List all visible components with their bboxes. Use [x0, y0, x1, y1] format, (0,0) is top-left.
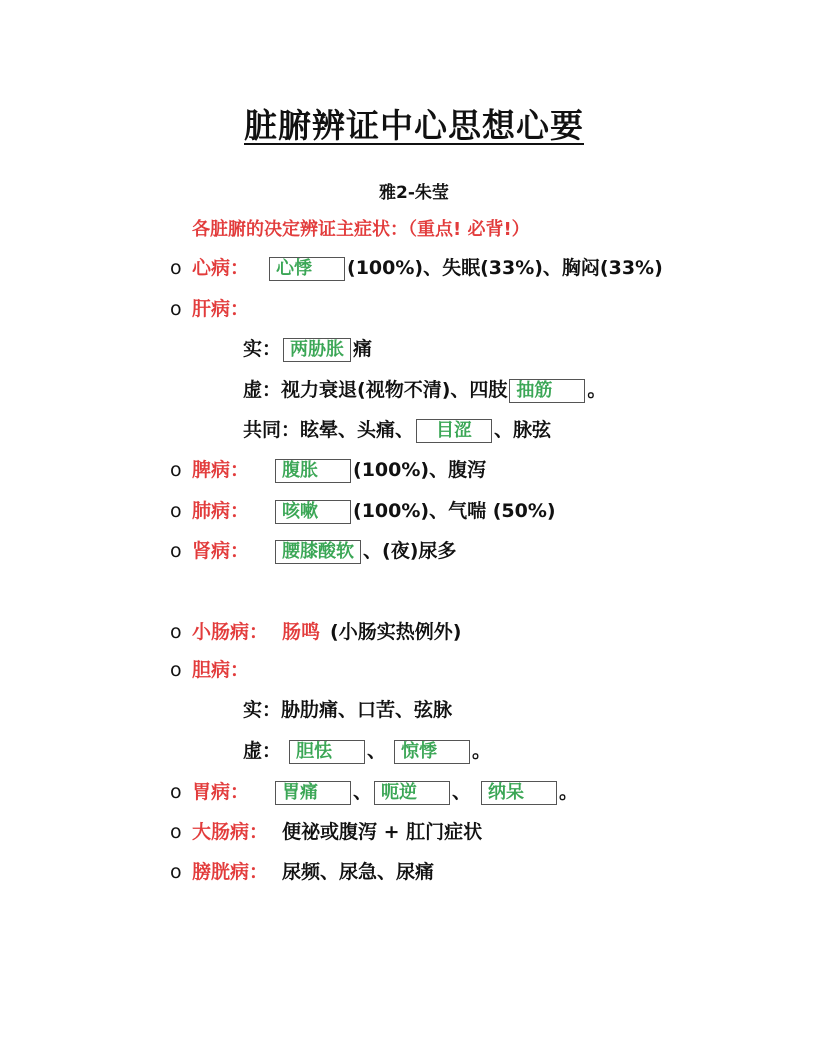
bullet-marker: o — [170, 540, 182, 562]
shen-key-box: 腰膝酸软 — [275, 540, 361, 564]
fei-row — [170, 496, 556, 526]
gan-xu-text: 视力衰退(视物不清)、四肢 — [281, 379, 508, 401]
bullet-marker: o — [170, 500, 182, 522]
gan-gong-box: 目涩 — [416, 419, 492, 443]
dan-shi-row — [243, 695, 452, 725]
dan-xu-row — [243, 736, 491, 766]
gan-shi-row — [243, 334, 372, 364]
pangguang-row — [170, 857, 434, 887]
gan-xu-label: 虚： — [243, 379, 282, 401]
bullet-marker: o — [170, 459, 182, 481]
shen-rest: 、(夜)尿多 — [363, 540, 457, 562]
xiaochang-row — [170, 617, 461, 647]
wei-sep2: 、 — [452, 781, 472, 803]
dan-label: 胆病： — [192, 659, 250, 681]
xiaochang-main: 肠鸣 — [282, 621, 321, 643]
bullet-marker: o — [170, 298, 182, 320]
dan-shi-text: 胁肋痛、口苦、弦脉 — [281, 699, 453, 721]
bullet-marker: o — [170, 781, 182, 803]
dan-row — [170, 655, 249, 685]
gan-xu-box: 抽筋 — [509, 379, 585, 403]
pi-label: 脾病： — [192, 459, 250, 481]
dachang-text: 便祕或腹泻 + 肛门症状 — [282, 821, 483, 843]
fei-rest: (100%)、气喘 (50%) — [353, 500, 556, 522]
bullet-marker: o — [170, 621, 182, 643]
xin-row — [170, 253, 663, 283]
dan-xu-box2: 惊悸 — [394, 740, 470, 764]
pangguang-label: 膀胱病： — [192, 861, 269, 883]
gan-gong-label: 共同： — [243, 419, 301, 441]
dan-xu-sep: 、 — [367, 740, 387, 762]
gan-shi-label: 实： — [243, 338, 282, 360]
dan-xu-label: 虚： — [243, 740, 282, 762]
gan-row — [170, 294, 249, 324]
wei-label: 胃病： — [192, 781, 250, 803]
author-line: 雅2-朱莹 — [379, 183, 449, 203]
wei-box2: 呃逆 — [374, 781, 450, 805]
dachang-label: 大肠病： — [192, 821, 269, 843]
xin-label: 心病： — [192, 257, 250, 279]
pi-key-box: 腹胀 — [275, 459, 351, 483]
bullet-marker: o — [170, 257, 182, 279]
gan-gong-text: 眩晕、头痛、 — [300, 419, 415, 441]
gan-gong-row — [243, 415, 551, 445]
pi-row — [170, 455, 486, 485]
dan-shi-label: 实： — [243, 699, 282, 721]
wei-row — [170, 777, 578, 807]
wei-end: 。 — [559, 781, 579, 803]
bullet-marker: o — [170, 821, 182, 843]
fei-key-box: 咳嗽 — [275, 500, 351, 524]
bullet-marker: o — [170, 861, 182, 883]
dan-xu-box1: 胆怯 — [289, 740, 365, 764]
gan-shi-rest: 痛 — [353, 338, 373, 360]
pi-rest: (100%)、腹泻 — [353, 459, 487, 481]
shen-row — [170, 536, 456, 566]
shen-label: 肾病： — [192, 540, 250, 562]
wei-box1: 胃痛 — [275, 781, 351, 805]
xin-key-box: 心悸 — [269, 257, 345, 281]
gan-xu-row — [243, 375, 606, 405]
xiaochang-label: 小肠病： — [192, 621, 269, 643]
wei-sep1: 、 — [353, 781, 373, 803]
dan-xu-end: 。 — [472, 740, 492, 762]
dachang-row — [170, 817, 482, 847]
page-title: 脏腑辨证中心思想心要 — [244, 106, 584, 145]
gan-shi-box: 两胁胀 — [283, 338, 351, 362]
gan-label: 肝病： — [192, 298, 250, 320]
pangguang-text: 尿频、尿急、尿痛 — [282, 861, 435, 883]
subtitle: 各脏腑的决定辨证主症状：（重点! 必背!） — [192, 219, 530, 240]
gan-xu-end: 。 — [587, 379, 607, 401]
xiaochang-rest: (小肠实热例外) — [330, 621, 462, 643]
fei-label: 肺病： — [192, 500, 250, 522]
wei-box3: 纳呆 — [481, 781, 557, 805]
xin-rest: (100%)、失眠(33%)、胸闷(33%) — [347, 257, 663, 279]
bullet-marker: o — [170, 659, 182, 681]
gan-gong-rest: 、脉弦 — [494, 419, 552, 441]
